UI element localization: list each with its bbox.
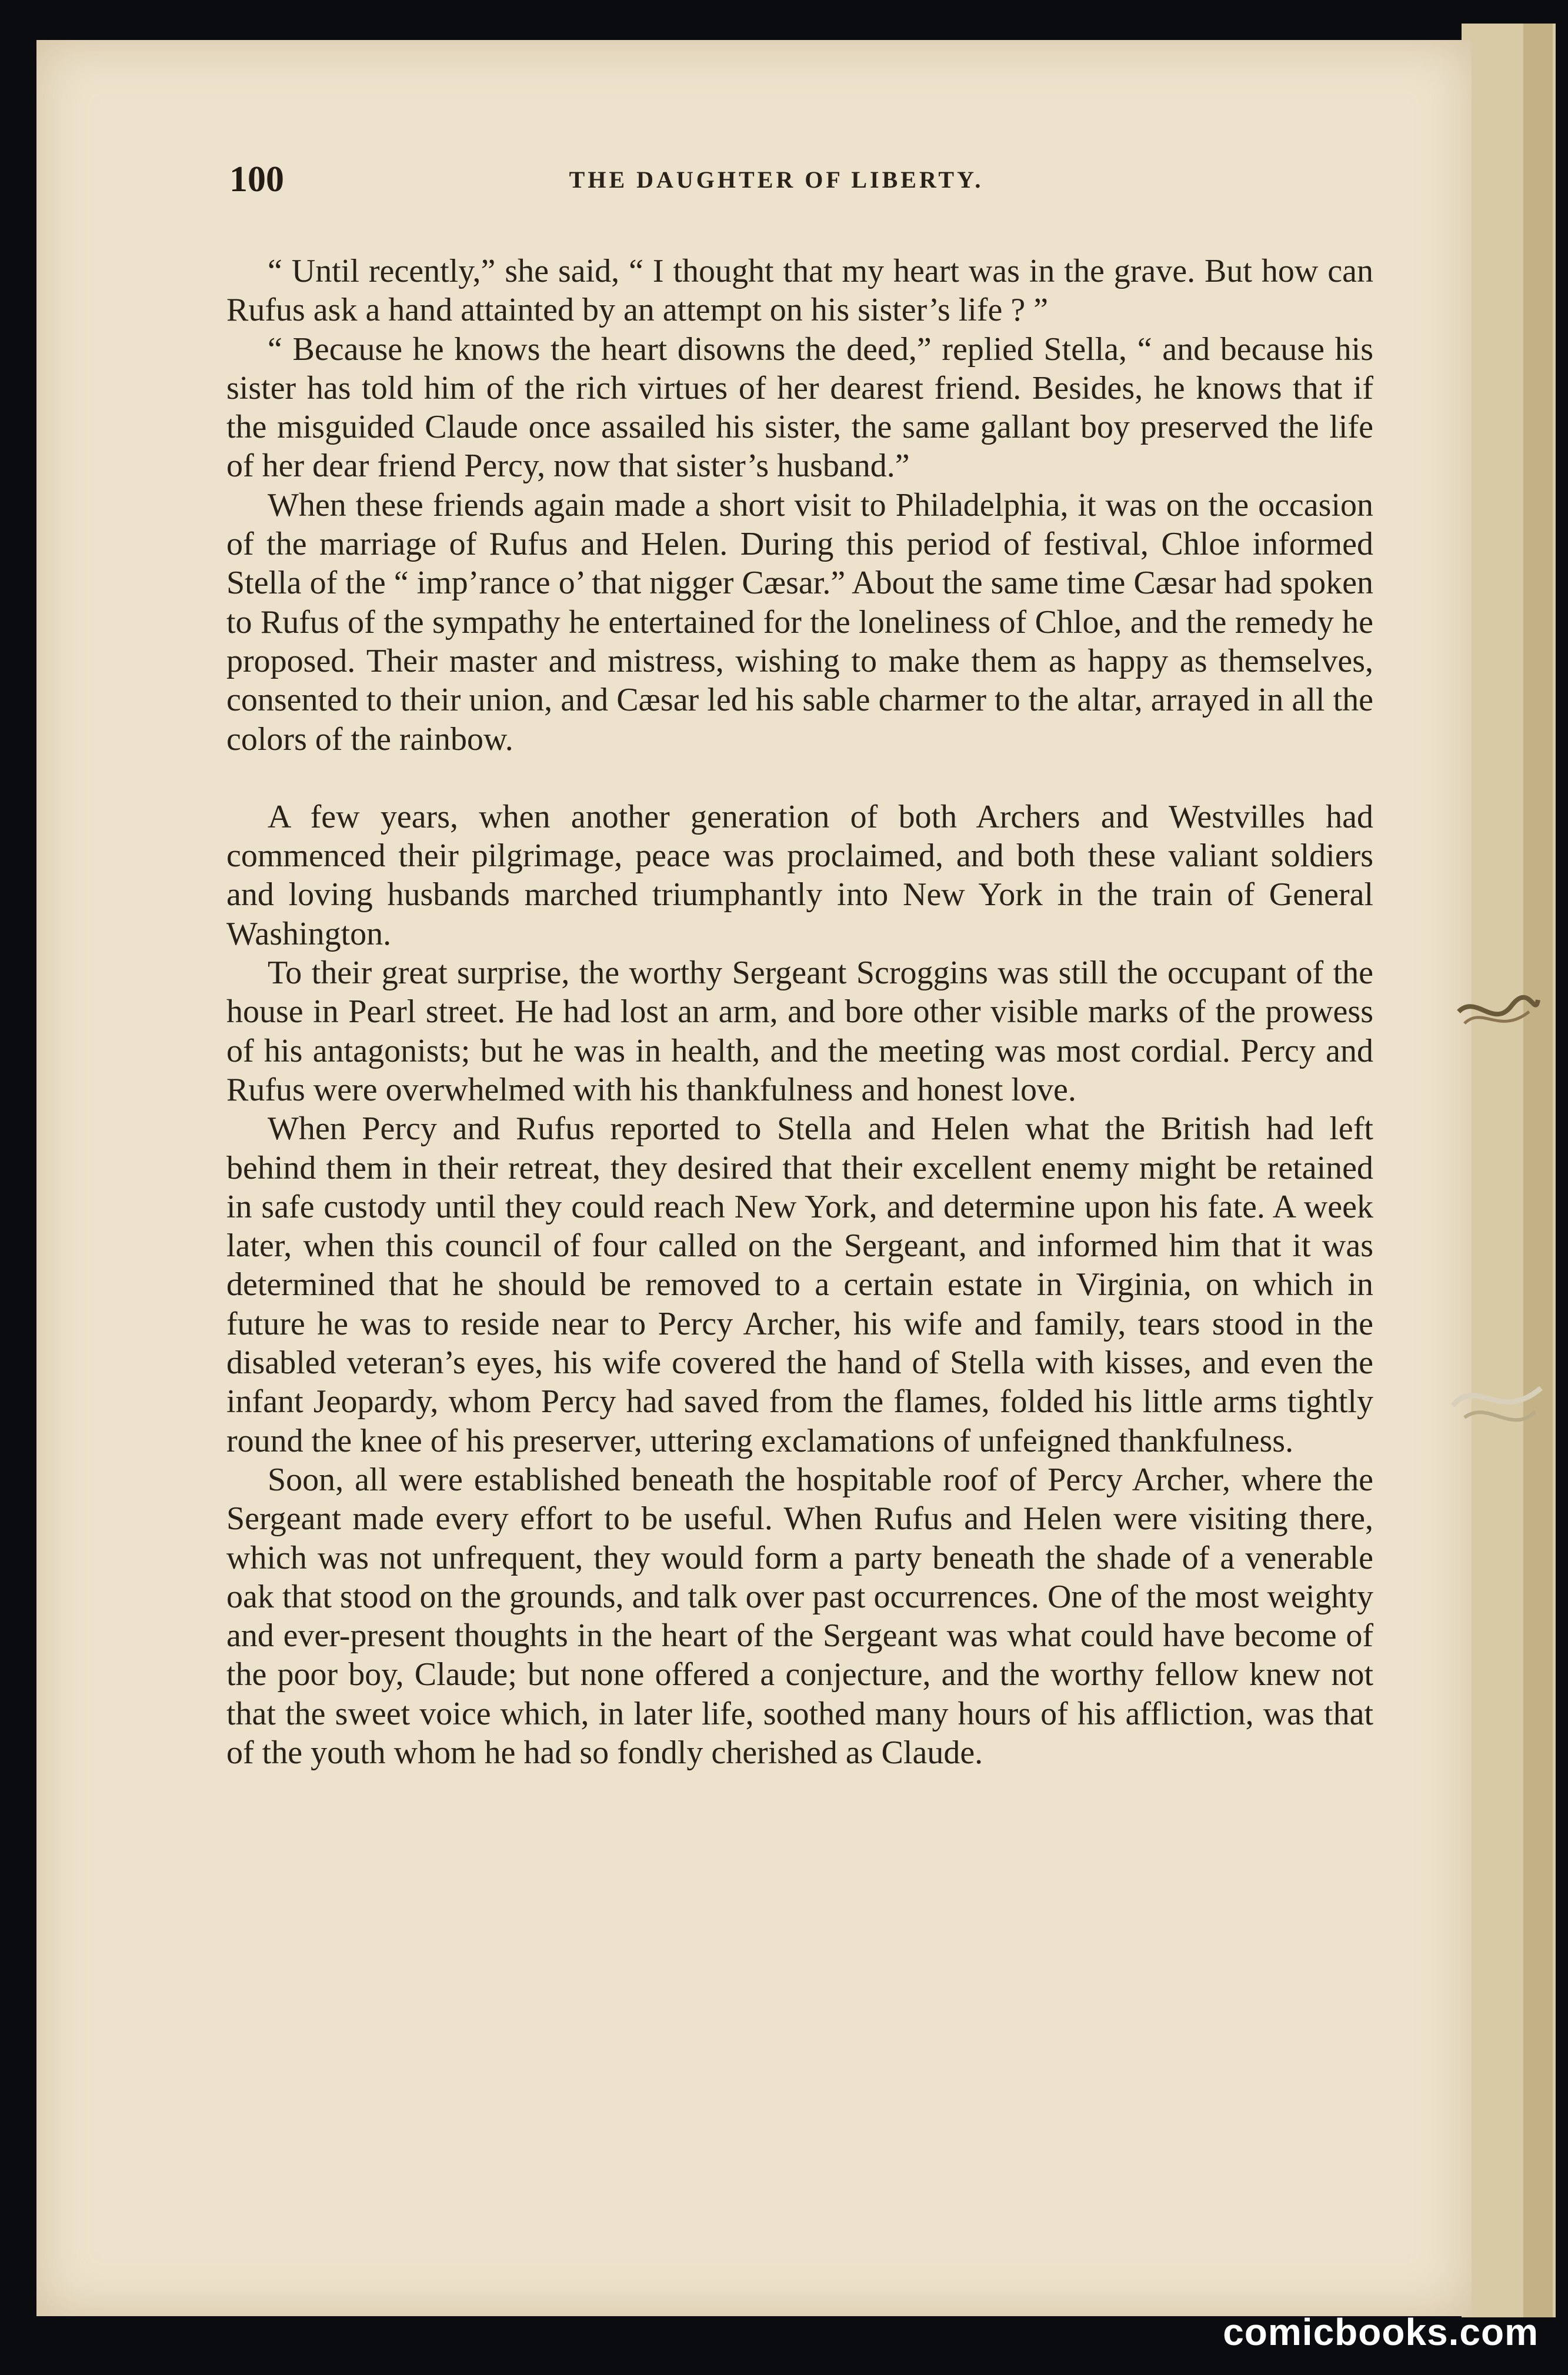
binding-thread-top	[1453, 976, 1541, 1047]
binding-thread-bottom	[1447, 1353, 1547, 1447]
paragraph: A few years, when another generation of both Archers and Westvilles had commenced their pilgrimage, peace was proclaimed, and both these valiant soldiers and loving husbands marched triumphantly into New York in the train of General Washington.	[226, 798, 1373, 952]
page-number: 100	[229, 159, 284, 199]
paragraph: When Percy and Rufus reported to Stella and Helen what the British had left behind them in their retreat, they desired that their excellent enemy might be retained in safe custody until they could reach New York, and determine upon his fate. A week later, when this council of four called on the Sergeant, and informed him that it was determined that he should be removed to a certain estate in Virginia, on which in future he was to reside near to Percy Archer, his wife and family, tears stood in the disabled veteran’s eyes, his wife covered the hand of Stella with kisses, and even the infant Jeopardy, whom Percy had saved from the flames, folded his little arms tightly round the knee of his preserver, uttering exclamations of unfeigned thankfulness.	[226, 1110, 1373, 1459]
book-edge-shadow	[1523, 24, 1553, 2317]
paragraph: “ Until recently,” she said, “ I thought that my heart was in the grave. But how can Rufus ask a hand attainted by an attempt on his sister’s life ? ”	[226, 253, 1373, 329]
running-title: THE DAUGHTER OF LIBERTY.	[569, 166, 984, 193]
section-break	[226, 759, 1373, 798]
body-text	[226, 252, 1373, 1772]
paragraph: Soon, all were established beneath the hospitable roof of Percy Archer, where the Sergeant made every effort to be useful. When Rufus and Helen were visiting there, which was not unfrequent, they would form a party beneath the shade of a venerable oak that stood on the grounds, and talk over past occurrences. One of the most weighty and ever-present thoughts in the heart of the Sergeant was what could have become of the poor boy, Claude; but none offered a conjecture, and the worthy fellow knew not that the sweet voice which, in later life, soothed many hours of his affliction, was that of the youth whom he had so fondly cherished as Claude.	[226, 1461, 1373, 1771]
paragraph: When these friends again made a short visit to Philadelphia, it was on the occasion of the marriage of Rufus and Helen. During this period of festival, Chloe informed Stella of the “ imp’rance o’ that nigger Cæsar.” About the same time Cæsar had spoken to Rufus of the sympathy he entertained for the loneliness of Chloe, and the remedy he proposed. Their master and mistress, wishing to make them as happy as themselves, consented to their union, and Cæsar led his sable charmer to the altar, arrayed in all the colors of the rainbow.	[226, 486, 1373, 758]
paragraph: To their great surprise, the worthy Sergeant Scroggins was still the occupant of the house in Pearl street. He had lost an arm, and bore other visible marks of the prowess of his antagonists; but he was in health, and the meeting was most cordial. Percy and Rufus were overwhelmed with his thankfulness and honest love.	[226, 955, 1373, 1108]
page-header	[194, 159, 1359, 206]
watermark: comicbooks.com	[1223, 2311, 1539, 2353]
paragraph: “ Because he knows the heart disowns the deed,” replied Stella, “ and because his sister has told him of the rich virtues of her dearest friend. Besides, he knows that if the misguided Claude once assailed his sister, the same gallant boy preserved the life of her dear friend Percy, now that sister’s husband.”	[226, 331, 1373, 485]
